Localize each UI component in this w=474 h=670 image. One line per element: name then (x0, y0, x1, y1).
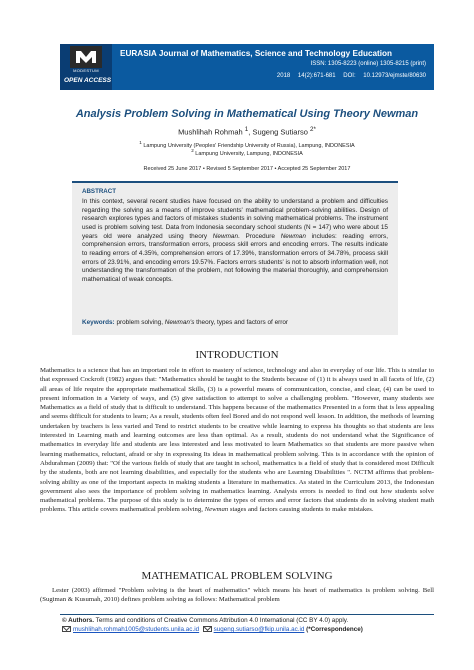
keywords-emphasis: Newman's (164, 319, 195, 326)
abstract-part: includes: reading errors, comprehension errors, transformation errors, process skill errors and encoding errors. The results indicate to reading errors of 4.35%, comprehension errors of 17.39%, transformation errors of 34.78%, process skill errors of 23.91%, and encoding errors 19.57%. Factors errors students' is not to absorb information well, not understanding the transformation of the problem, not following the material thoroughly, and comprehension mathematical of weak concepts. (82, 232, 389, 283)
author-superscript: 2* (310, 126, 316, 133)
affiliation-2 (60, 148, 434, 157)
modestum-logo (70, 46, 102, 68)
abstract-emphasis: Newman (280, 232, 306, 240)
keywords-label: Keywords: (82, 319, 115, 326)
banner-logo-area (60, 44, 112, 90)
footer-license (62, 617, 348, 624)
section-text: Lester (2003) affirmed "Problem solving is the heart of mathematics" which means his heart of mathematics is problem solving. Bell (Sugiman & Kusumah, 2010) defines problem solving as follows: Mathematical problem (40, 587, 434, 604)
abstract-box (72, 181, 398, 335)
envelope-icon (62, 626, 71, 632)
introduction-heading: INTRODUCTION (195, 349, 279, 361)
journal-banner (60, 44, 434, 90)
author-name: Mushlihah Rohmah (178, 127, 243, 137)
open-access-label: OPEN ACCESS (64, 77, 112, 84)
volume-doi-line (277, 73, 426, 79)
logo-name: MODESTUM (73, 68, 99, 73)
introduction-part: stages and factors causing students to make mistakes. (229, 506, 374, 514)
affiliation-text: Lampung University, Lampung, INDONESIA (195, 150, 303, 157)
article-title (60, 108, 434, 120)
introduction-emphasis: Newman (204, 506, 229, 514)
introduction-part: Mathematics is a science that has an important role in effort to mastery of science, technology and also in everyday of our life. This is similar to that expressed Cockroft (1982) argues that: "Mathematics should be taught to the Students because of (1) it is always used in all facets of life, (2) all areas of life require the appropriate mathematical Skills, (3) is a powerful means of communication, concise, and clear, (4) can be used to present information in a Variety of ways, and (5) give satisfaction to attempt to solve a challenging problem. "However, many students see Mathematics as a field of study that is difficult to understand. This happens because of the mathematics Presented in a form that is less appealing and seems difficult for students to learn; As a result, students often feel Bored and do not respond well lesson. In addition, the methods of learning undertaken by teachers is less varied and Tend to restrict students to be creative while learning to express his thoughts so that students are less interested in Learning math and learning outcomes are less than optimal. As a result, students do not understand what the Significance of mathematics in everyday life and students are less interested and less motivated to learn Mathematics so that students are more passive when learning mathematics, reluctant, afraid or shy in expressing Its ideas in mathematical problem solving. This is in accordance with the opinion of Abdurahman (2009) that: "Of the various fields of study that are taught in school, mathematics is a field of study that is considered most Difficult by the students, both are not learning disabilities, and especially for the students who are Learning Disabilities ". NCTM affirms that problem-solving ability as one of the important aspects in making students a literature in mathematics. As stated in the Curriculum 2013, the Indonesian government also sees the importance of problem solving in mathematics learning. Analysis errors is needed to find out how students solve mathematical problems. The purpose of this study is to determine the types of errors and error factors that students do in solving student math problems. This article covers mathematical problem solving, (40, 367, 434, 514)
email-link[interactable]: mushlihah.rohmah1005@students.unila.ac.id (73, 626, 200, 633)
section-heading: MATHEMATICAL PROBLEM SOLVING (141, 570, 333, 582)
banner-info (112, 44, 434, 90)
abstract-part: In this context, several recent studies have focused on the ability to understand a problem and difficulties regarding the solving as a means of improve students' mathematical problem-solving abilities. Design of research explores types and factors of mistakes students in solving mathematical problems. The instrument used is problem solving test. Data from Indonesia secondary school students (N = 147) who were about 15 years old were analyzed using theory (82, 198, 388, 240)
abstract-text (82, 198, 388, 285)
title-main: Analysis Problem Solving in Mathematical Using Theory (75, 108, 370, 120)
envelope-icon (203, 626, 212, 632)
volume-info: 2018 14(2):671-681 (276, 73, 336, 79)
introduction-text (40, 366, 434, 515)
keywords-part: problem solving, (114, 319, 165, 326)
m-logo-icon (74, 49, 98, 65)
journal-title: EURASIA Journal of Mathematics, Science and Technology Education (120, 49, 393, 58)
license-text: Terms and conditions of Creative Commons Attribution 4.0 International (CC BY 4.0) apply. (94, 617, 349, 624)
affiliation-superscript: 1 (139, 140, 142, 145)
authors-line (60, 126, 434, 137)
author-superscript: 1 (244, 126, 249, 133)
author-separator: , (248, 127, 253, 137)
affiliation-superscript: 2 (191, 148, 194, 153)
keywords-line (82, 319, 392, 326)
abstract-emphasis: Newman (212, 232, 239, 240)
footer-contacts (62, 626, 363, 633)
keywords-part: theory, types and factors of error (194, 319, 289, 326)
author-name: Sugeng Sutiarso (252, 127, 308, 137)
email-link[interactable]: sugeng.sutiarso@fkip.unila.ac.id (213, 626, 305, 633)
correspondence-label: (*Correspondence) (306, 626, 363, 633)
title-emphasis: Newman (372, 108, 419, 120)
doi-info: DOI: 10.12973/ejmste/80630 (343, 73, 426, 79)
article-dates: Received 25 June 2017 • Revised 5 September 2017 • Accepted 25 September 2017 (143, 166, 351, 172)
copyright-label: © Authors. (62, 617, 95, 624)
issn-line: ISSN: 1305-8223 (online) 1305-8215 (print) (310, 61, 426, 67)
footer-divider (60, 614, 434, 615)
abstract-heading: ABSTRACT (82, 188, 117, 195)
abstract-part: . Procedure (238, 232, 275, 240)
affiliation-text: Lampung University (Peoples' Friendship University of Russia), Lampung, INDONESIA (143, 142, 355, 149)
